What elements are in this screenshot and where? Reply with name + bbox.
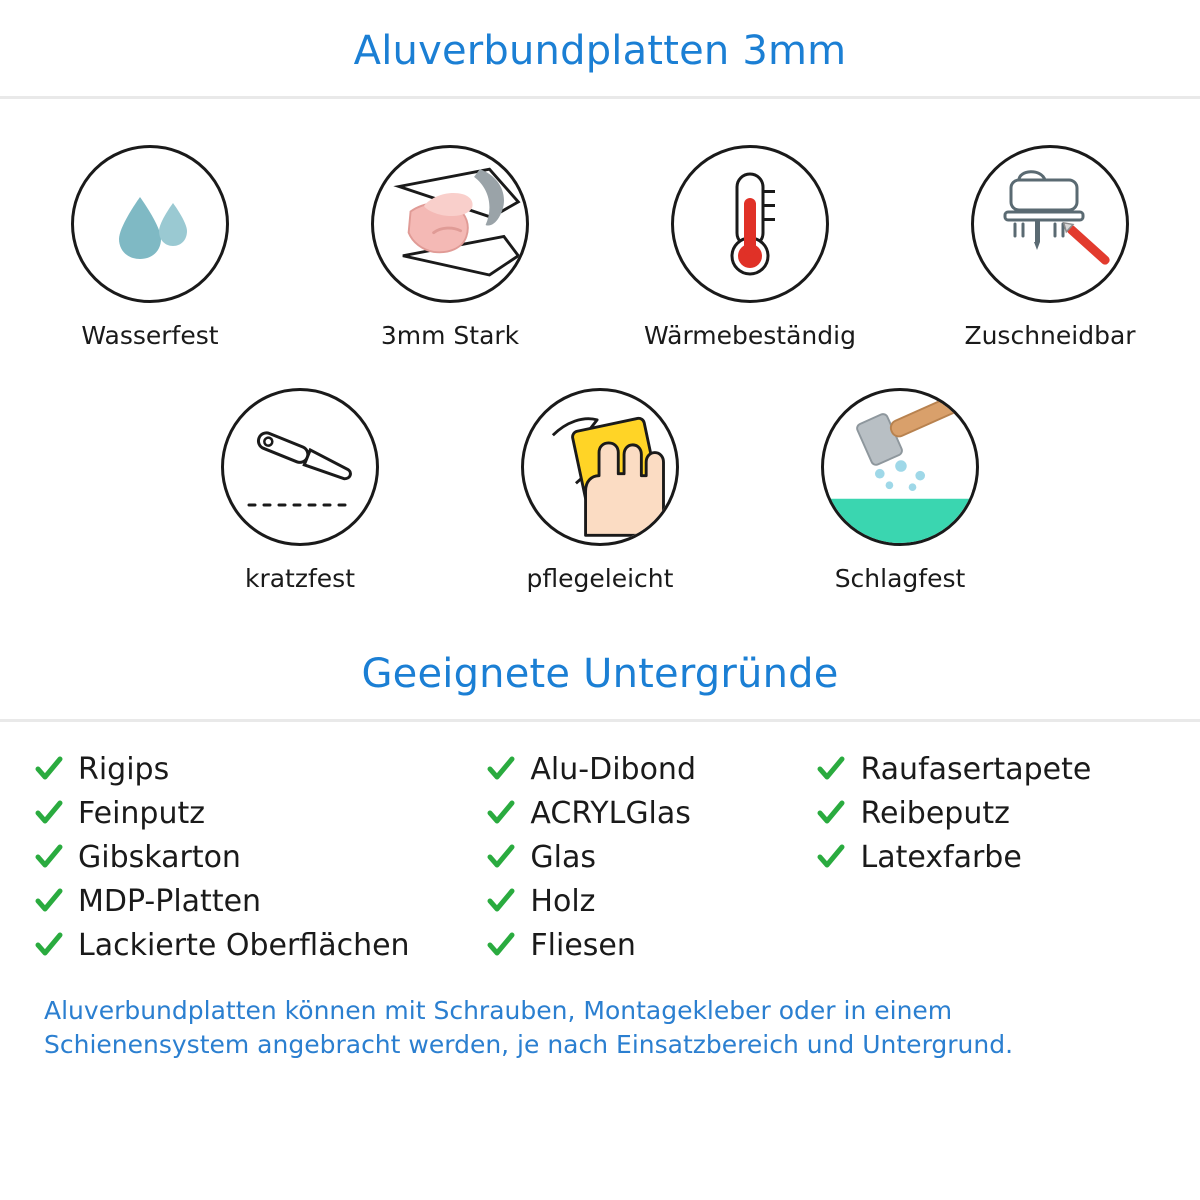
check-icon: [34, 754, 64, 784]
check-icon: [34, 930, 64, 960]
list-item-label: Feinputz: [78, 795, 205, 831]
check-icon: [816, 754, 846, 784]
strong-arm-icon: [371, 145, 529, 303]
feature-grid: [0, 99, 1200, 593]
check-icon: [816, 842, 846, 872]
page-title: Aluverbundplatten 3mm: [353, 28, 847, 74]
footnote-text: Aluverbundplatten können mit Schrauben, Montagekleber oder in einem Schienensystem angebracht werden, je nach Einsatzbereich und Untergrund.: [44, 996, 1014, 1059]
check-icon: [486, 754, 516, 784]
check-icon: [34, 886, 64, 916]
feature-label: Zuschneidbar: [964, 321, 1136, 350]
feature-wasserfest: [0, 145, 300, 350]
list-item: [486, 880, 816, 922]
list-item-label: Gibskarton: [78, 839, 241, 875]
check-icon: [34, 842, 64, 872]
list-item: [816, 792, 1166, 834]
list-item-label: Lackierte Oberflächen: [78, 927, 410, 963]
check-icon: [486, 798, 516, 828]
list-item-label: ACRYLGlas: [530, 795, 691, 831]
feature-kratzfest: [150, 388, 450, 593]
list-item-label: Fliesen: [530, 927, 636, 963]
list-item-label: Raufasertapete: [860, 751, 1092, 787]
check-icon: [486, 886, 516, 916]
check-icon: [486, 930, 516, 960]
list-item: [486, 836, 816, 878]
list-item-label: Latexfarbe: [860, 839, 1022, 875]
list-item: [816, 836, 1166, 878]
checklist-column-1: [34, 748, 486, 968]
list-item-label: Reibeputz: [860, 795, 1010, 831]
surface-checklist: [0, 722, 1200, 968]
hand-wipe-icon: [521, 388, 679, 546]
checklist-column-3: [816, 748, 1166, 968]
list-item: [486, 792, 816, 834]
list-item-label: Glas: [530, 839, 597, 875]
feature-zuschneidbar: [900, 145, 1200, 350]
list-item-label: Rigips: [78, 751, 170, 787]
feature-label: Wasserfest: [81, 321, 219, 350]
section-title-untergruende: Geeignete Untergründe: [361, 651, 839, 697]
list-item: [34, 792, 486, 834]
feature-label: kratzfest: [244, 564, 355, 593]
list-item: [486, 748, 816, 790]
feature-pflegeleicht: [450, 388, 750, 593]
feature-row-1: [0, 145, 1200, 350]
feature-label: pflegeleicht: [526, 564, 674, 593]
feature-waermebestaendig: [600, 145, 900, 350]
feature-label: Schlagfest: [834, 564, 966, 593]
list-item: [34, 748, 486, 790]
check-icon: [34, 798, 64, 828]
list-item-label: MDP-Platten: [78, 883, 262, 919]
checklist-column-2: [486, 748, 816, 968]
water-drops-icon: [71, 145, 229, 303]
feature-label: 3mm Stark: [380, 321, 520, 350]
knife-scratch-icon: [221, 388, 379, 546]
feature-row-2: [0, 388, 1200, 593]
list-item: [34, 880, 486, 922]
feature-label: Wärmebeständig: [644, 321, 856, 350]
check-icon: [816, 798, 846, 828]
thermometer-icon: [671, 145, 829, 303]
list-item: [486, 924, 816, 966]
feature-3mm-stark: [300, 145, 600, 350]
list-item-label: Alu-Dibond: [530, 751, 696, 787]
list-item: [816, 748, 1166, 790]
list-item-label: Holz: [530, 883, 596, 919]
jigsaw-cutter-icon: [971, 145, 1129, 303]
hammer-impact-icon: [821, 388, 979, 546]
feature-schlagfest: [750, 388, 1050, 593]
list-item: [34, 924, 486, 966]
list-item: [34, 836, 486, 878]
check-icon: [486, 842, 516, 872]
